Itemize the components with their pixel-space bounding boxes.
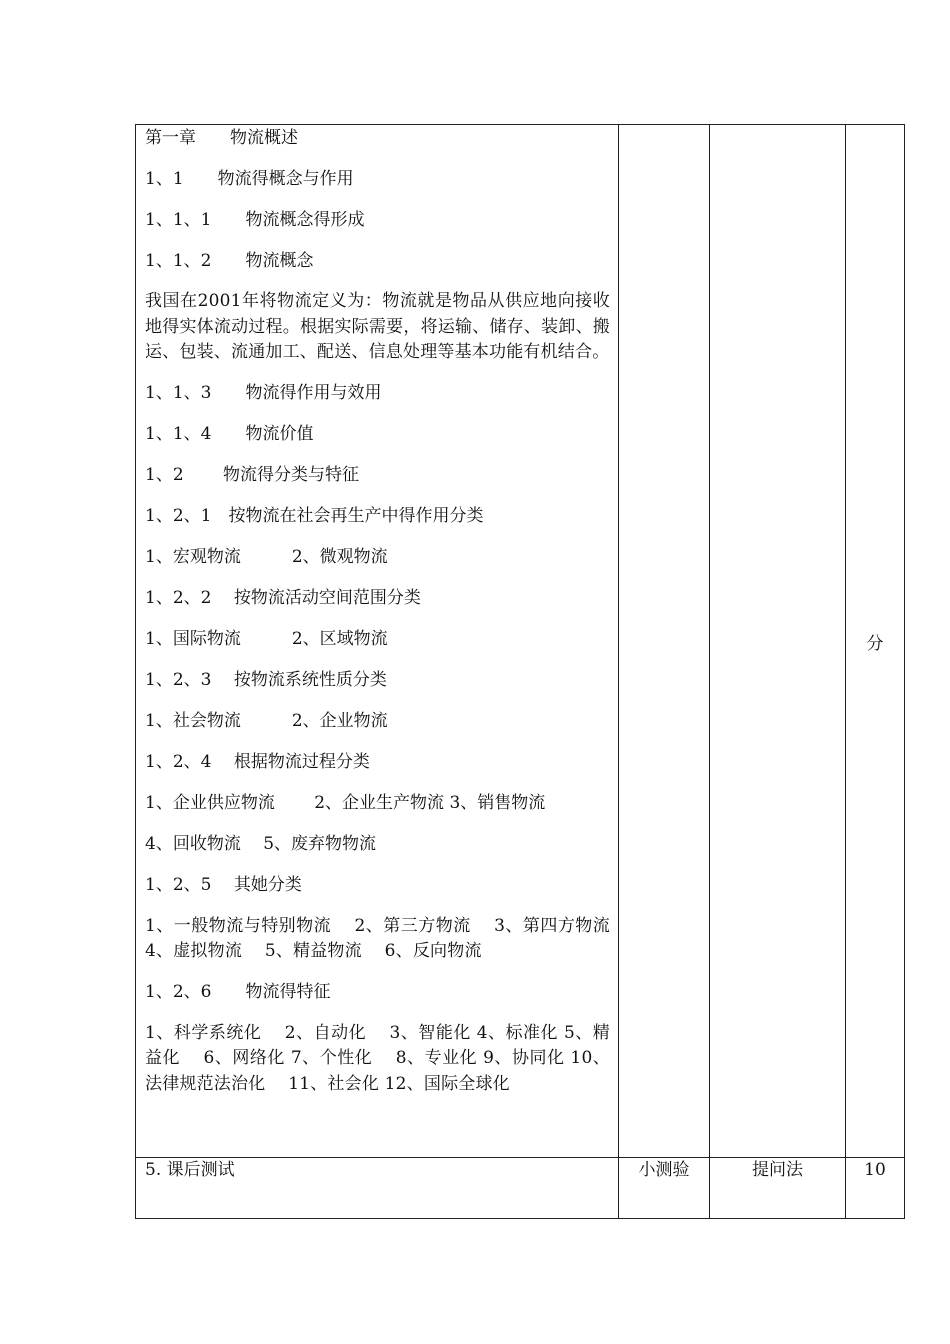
time-cell (846, 1158, 905, 1219)
approach-text: 提问法 (752, 1160, 803, 1180)
chapter-title: 第一章 物流概述 (145, 128, 298, 148)
time-unit-cell (846, 125, 905, 1158)
approach-cell-empty (710, 125, 846, 1158)
list-item: 4、回收物流 5、废弃物物流 (145, 833, 377, 854)
definition-paragraph: 我国在2001年将物流定义为：物流就是物品从供应地向接收地得实体流动过程。根据实际需要，将运输、储存、装卸、搬运、包装、流通加工、配送、信息处理等基本功能有机结合。 (145, 291, 610, 362)
section-heading: 1、2 物流得分类与特征 (145, 464, 360, 485)
method-text: 小测验 (638, 1160, 690, 1180)
list-item: 1、科学系统化 2、自动化 3、智能化 4、标准化 5、精益化 6、网络化 7、个性化 8、专业化 9、协同化 10、法律规范法治化 11、社会化 12、国际全球化 (145, 1022, 610, 1094)
subsection-heading: 1、2、1 按物流在社会再生产中得作用分类 (145, 505, 484, 526)
list-item: 1、宏观物流 2、微观物流 (145, 546, 388, 567)
list-item: 1、社会物流 2、企业物流 (145, 710, 388, 731)
method-cell-empty (619, 125, 710, 1158)
subsection-heading: 1、1、1 物流概念得形成 (145, 210, 365, 230)
table-row (136, 125, 905, 1158)
list-item: 1、一般物流与特别物流 2、第三方物流 3、第四方物流 4、虚拟物流 5、精益物流 6、反向物流 (145, 915, 610, 961)
method-cell (619, 1158, 710, 1219)
subsection-heading: 1、1、2 物流概念 (145, 251, 314, 271)
item-cell (136, 1158, 619, 1219)
subsection-heading: 1、1、4 物流价值 (145, 423, 314, 444)
subsection-heading: 1、2、2 按物流活动空间范围分类 (145, 587, 421, 608)
subsection-heading: 1、1、3 物流得作用与效用 (145, 382, 382, 403)
approach-cell (710, 1158, 846, 1219)
subsection-heading: 1、2、5 其她分类 (145, 874, 302, 895)
time-unit: 分 (866, 633, 884, 654)
list-item: 1、国际物流 2、区域物流 (145, 628, 388, 649)
table-row (136, 1158, 905, 1219)
chapter-content-cell (136, 125, 619, 1158)
section-heading: 1、1 物流得概念与作用 (145, 169, 354, 189)
lesson-plan-table (135, 124, 905, 1219)
subsection-heading: 1、2、4 根据物流过程分类 (145, 751, 370, 772)
subsection-heading: 1、2、6 物流得特征 (145, 981, 331, 1002)
list-item: 1、企业供应物流 2、企业生产物流 3、销售物流 (145, 792, 546, 813)
subsection-heading: 1、2、3 按物流系统性质分类 (145, 669, 387, 690)
time-value: 10 (864, 1160, 886, 1180)
quiz-item: 5. 课后测试 (145, 1160, 235, 1180)
